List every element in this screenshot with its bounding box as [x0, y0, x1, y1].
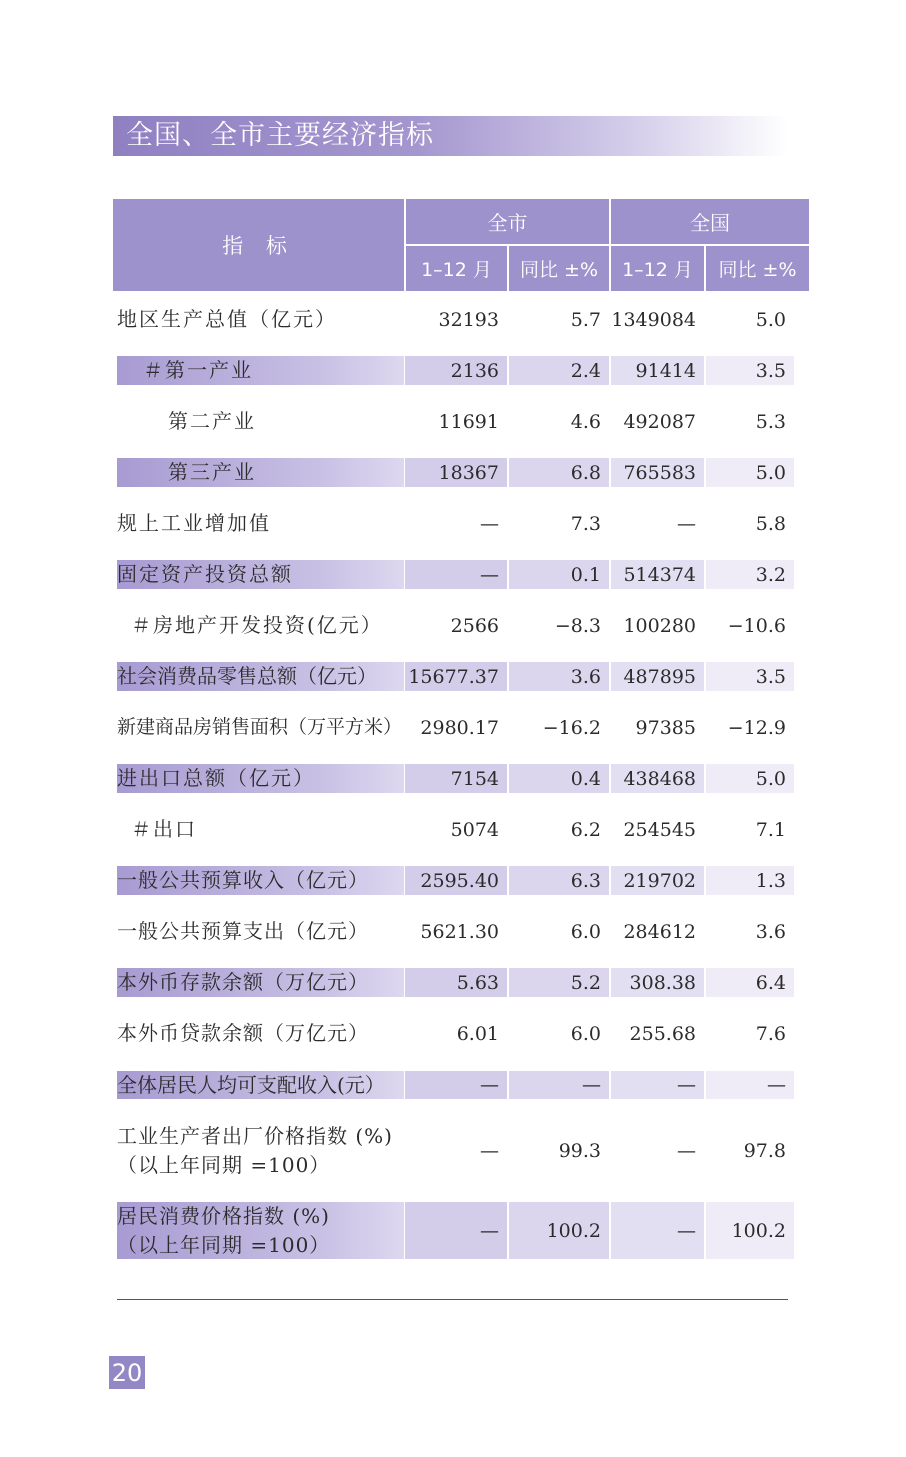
row-label: 规上工业增加值	[117, 511, 271, 535]
row-label: 固定资产投资总额	[117, 560, 404, 589]
table-row	[0, 407, 906, 436]
nation-value: 514374	[611, 560, 704, 589]
table-row	[0, 764, 906, 793]
city-yoy: 7.3	[570, 512, 601, 535]
row-label: 第二产业	[168, 409, 256, 433]
header-nation-period	[611, 246, 704, 291]
nation-yoy: —	[706, 1071, 794, 1099]
nation-yoy: 5.0	[755, 308, 786, 331]
row-label: 进出口总额（亿元）	[117, 764, 404, 793]
row-label: ＃房地产开发投资(亿元）	[131, 613, 383, 637]
city-yoy: 100.2	[509, 1202, 609, 1259]
row-label: 一般公共预算支出（亿元）	[117, 919, 369, 943]
table-row	[0, 1121, 906, 1181]
city-value: 15677.37	[405, 662, 507, 691]
row-label-line2: （以上年同期 =100）	[117, 1232, 331, 1257]
nation-value: 254545	[623, 818, 696, 841]
city-yoy: 5.7	[570, 308, 601, 331]
header-city-label: 全市	[487, 211, 528, 235]
nation-value: 1349084	[611, 308, 696, 331]
header-nation-label: 全国	[690, 211, 730, 235]
nation-yoy: 5.8	[755, 512, 786, 535]
header-city-period	[406, 246, 507, 291]
city-value: 6.01	[456, 1022, 499, 1045]
header-city-yoy	[509, 246, 609, 291]
page-number: 20	[109, 1356, 145, 1389]
header-nation-period-label: 1–12 月	[622, 259, 693, 281]
nation-yoy: −12.9	[727, 716, 786, 739]
city-yoy: −8.3	[554, 614, 601, 637]
nation-value: 438468	[611, 764, 704, 793]
table-row	[0, 713, 906, 742]
city-value: —	[405, 560, 507, 589]
row-label	[117, 1121, 404, 1181]
nation-value: 100280	[623, 614, 696, 637]
header-city-yoy-label: 同比 ±%	[519, 259, 598, 281]
city-value: 2595.40	[405, 866, 507, 895]
header-indicator-label: 指 标	[222, 234, 295, 258]
table-row	[0, 866, 906, 895]
nation-yoy: −10.6	[727, 614, 786, 637]
row-label: 本外币贷款余额（万亿元）	[117, 1021, 369, 1045]
city-yoy: 6.0	[570, 920, 601, 943]
city-yoy: 0.4	[509, 764, 609, 793]
header-nation	[611, 199, 809, 244]
city-value: 5.63	[405, 968, 507, 997]
table-row	[0, 305, 906, 334]
nation-yoy: 3.5	[706, 662, 794, 691]
city-value: 7154	[405, 764, 507, 793]
city-value: 5074	[450, 818, 499, 841]
nation-yoy: 3.6	[755, 920, 786, 943]
row-label: 地区生产总值（亿元）	[117, 307, 337, 331]
table-row	[0, 611, 906, 640]
table-row	[0, 1202, 906, 1259]
nation-yoy: 6.4	[706, 968, 794, 997]
row-label-line2: （以上年同期 =100）	[117, 1153, 331, 1177]
row-label: 社会消费品零售总额（亿元）	[117, 662, 404, 691]
nation-value: 765583	[611, 458, 704, 487]
header-indicator	[113, 199, 404, 291]
city-value: 2566	[450, 614, 499, 637]
table-row	[0, 1071, 906, 1099]
row-label: 全体居民人均可支配收入(元）	[117, 1071, 404, 1099]
nation-yoy: 1.3	[706, 866, 794, 895]
nation-yoy: 5.3	[755, 410, 786, 433]
row-label: 本外币存款余额（万亿元）	[117, 968, 404, 997]
nation-value: —	[677, 512, 696, 535]
nation-yoy: 5.0	[706, 764, 794, 793]
city-yoy: —	[509, 1071, 609, 1099]
row-label: 一般公共预算收入（亿元）	[117, 866, 404, 895]
city-yoy: 0.1	[509, 560, 609, 589]
header-nation-yoy	[706, 246, 809, 291]
page-title: 全国、全市主要经济指标	[126, 120, 434, 151]
table-row	[0, 968, 906, 997]
nation-yoy: 3.5	[706, 356, 794, 385]
city-value: 2136	[405, 356, 507, 385]
table-row	[0, 509, 906, 538]
nation-yoy: 7.6	[755, 1022, 786, 1045]
city-yoy: 4.6	[570, 410, 601, 433]
header-city-period-label: 1–12 月	[421, 259, 492, 281]
nation-yoy: 97.8	[743, 1140, 786, 1162]
nation-yoy: 3.2	[706, 560, 794, 589]
city-yoy: −16.2	[542, 716, 601, 739]
table-row	[0, 917, 906, 946]
table-row	[0, 560, 906, 589]
nation-value: —	[611, 1202, 704, 1259]
nation-value: 91414	[611, 356, 704, 385]
nation-yoy: 5.0	[706, 458, 794, 487]
city-yoy: 99.3	[558, 1140, 601, 1162]
city-value: 5621.30	[420, 920, 499, 943]
row-label	[117, 1202, 404, 1259]
table-row	[0, 815, 906, 844]
header-city	[406, 199, 609, 244]
nation-value: —	[677, 1140, 696, 1162]
city-yoy: 6.3	[509, 866, 609, 895]
city-value: 11691	[438, 410, 499, 433]
header-nation-yoy-label: 同比 ±%	[718, 259, 797, 281]
nation-yoy: 100.2	[706, 1202, 794, 1259]
city-value: —	[405, 1202, 507, 1259]
city-value: 2980.17	[420, 716, 499, 739]
nation-value: 308.38	[611, 968, 704, 997]
city-yoy: 3.6	[509, 662, 609, 691]
table-row	[0, 1019, 906, 1048]
row-label: 第三产业	[117, 458, 404, 487]
bottom-divider	[117, 1299, 788, 1300]
city-value: —	[405, 1071, 507, 1099]
row-label: ＃第一产业	[117, 356, 404, 385]
city-value: —	[480, 512, 499, 535]
table-row	[0, 356, 906, 385]
city-yoy: 2.4	[509, 356, 609, 385]
city-value: 32193	[438, 308, 499, 331]
row-label: 新建商品房销售面积（万平方米）	[117, 715, 403, 738]
city-value: 18367	[405, 458, 507, 487]
table-row	[0, 662, 906, 691]
city-yoy: 6.2	[570, 818, 601, 841]
row-label-line1: 居民消费价格指数 (%)	[117, 1203, 330, 1228]
row-label: ＃出口	[131, 817, 197, 841]
city-yoy: 6.8	[509, 458, 609, 487]
table-row	[0, 458, 906, 487]
nation-value: 284612	[623, 920, 696, 943]
nation-value: 487895	[611, 662, 704, 691]
row-label-line1: 工业生产者出厂价格指数 (%)	[117, 1124, 393, 1148]
nation-value: —	[611, 1071, 704, 1099]
nation-value: 492087	[623, 410, 696, 433]
city-yoy: 6.0	[570, 1022, 601, 1045]
city-value: —	[480, 1140, 499, 1162]
nation-value: 219702	[611, 866, 704, 895]
nation-value: 255.68	[629, 1022, 696, 1045]
city-yoy: 5.2	[509, 968, 609, 997]
nation-value: 97385	[635, 716, 696, 739]
nation-yoy: 7.1	[755, 818, 786, 841]
